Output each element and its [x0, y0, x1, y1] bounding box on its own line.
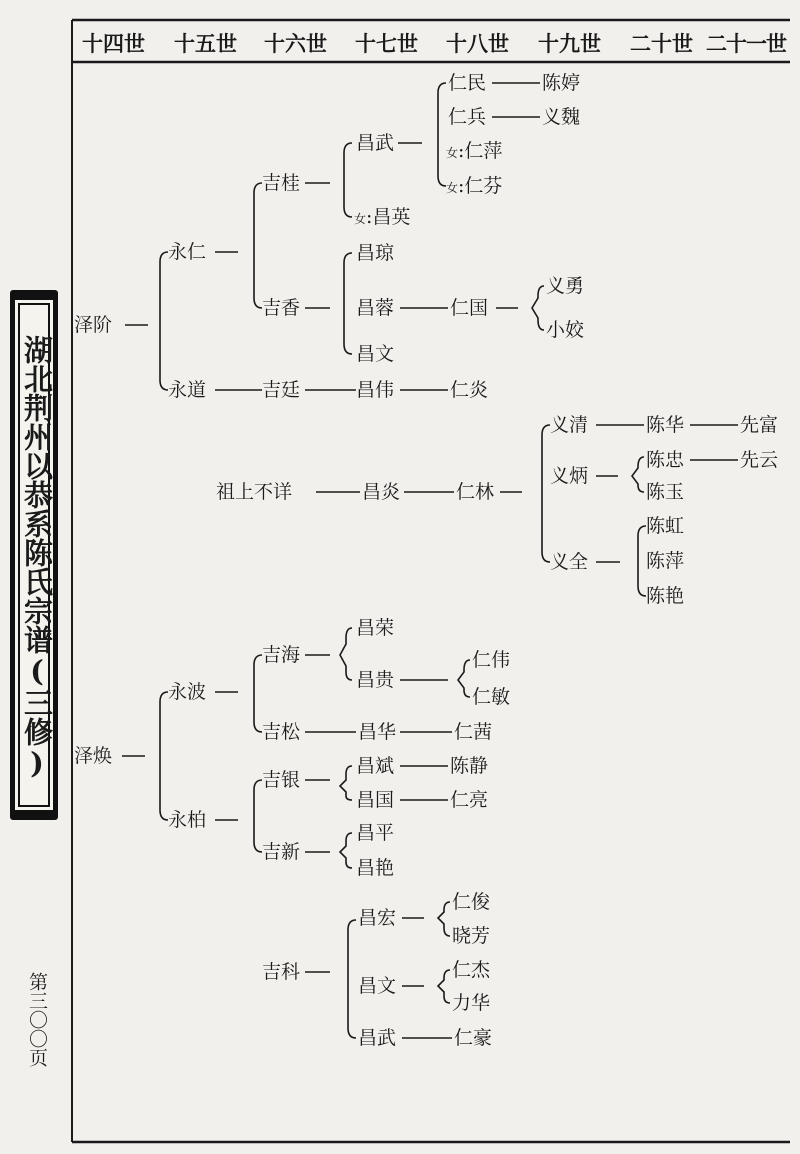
person-lihua: 力华 [452, 992, 491, 1014]
generation-header-20: 二十世 [630, 31, 693, 56]
person-jigui: 吉桂 [262, 172, 301, 194]
page-number: 第三〇〇页 [26, 972, 48, 1067]
person-yongbo: 永波 [168, 681, 207, 703]
person-changwu-1: 昌武 [356, 132, 395, 154]
person-yiquan: 义全 [550, 551, 589, 573]
person-jihai: 吉海 [262, 644, 301, 666]
person-jixiang: 吉香 [262, 297, 301, 319]
person-changhong: 昌宏 [358, 907, 397, 929]
person-zehuan: 泽焕 [74, 745, 113, 767]
person-yibing: 义炳 [550, 465, 589, 487]
person-zushang-buxiang: 祖上不详 [216, 481, 293, 503]
person-changwei: 昌伟 [356, 379, 395, 401]
generation-header-14: 十四世 [82, 31, 145, 56]
person-yongren: 永仁 [168, 241, 207, 263]
female-mark: 女 [446, 146, 459, 160]
person-xiaofang: 晓芳 [452, 925, 491, 947]
connector-lines [72, 20, 790, 1142]
person-changping: 昌平 [356, 822, 395, 844]
person-jiting: 吉廷 [262, 379, 301, 401]
person-yongdao: 永道 [168, 379, 207, 401]
person-changhua: 昌华 [358, 721, 397, 743]
generation-header-18: 十八世 [446, 31, 509, 56]
person-chenhua: 陈华 [646, 414, 685, 436]
person-jixin: 吉新 [262, 841, 301, 863]
person-jiyin: 吉银 [262, 769, 301, 791]
person-chenyan: 陈艳 [646, 585, 685, 607]
person-renfen: 女:仁芬 [446, 175, 503, 197]
person-yiyong: 义勇 [546, 275, 585, 297]
person-chenping: 陈萍 [646, 550, 685, 572]
person-changwu-2: 昌武 [358, 1027, 397, 1049]
person-renqian: 仁茜 [454, 721, 493, 743]
person-changyan-2: 昌艳 [356, 857, 395, 879]
person-chenjing: 陈静 [450, 755, 489, 777]
generation-header-19: 十九世 [538, 31, 601, 56]
person-changyan-1: 昌炎 [362, 481, 401, 503]
person-chenyu: 陈玉 [646, 481, 685, 503]
person-yiqing: 义清 [550, 414, 589, 436]
person-renhao: 仁豪 [454, 1027, 493, 1049]
person-renping: 女:仁萍 [446, 140, 503, 162]
generation-header-21: 二十一世 [706, 31, 786, 56]
person-renjun: 仁俊 [452, 891, 491, 913]
person-yongbai: 永柏 [168, 809, 207, 831]
person-changrong-2: 昌荣 [356, 617, 395, 639]
person-changgui: 昌贵 [356, 669, 395, 691]
person-changying: 女:昌英 [354, 206, 411, 228]
generation-header-17: 十七世 [355, 31, 418, 56]
person-jisong: 吉松 [262, 721, 301, 743]
person-renbing: 仁兵 [448, 106, 487, 128]
spine-title: 湖北荆州以恭系陈氏宗谱(三修) [20, 334, 54, 780]
person-renjie: 仁杰 [452, 959, 491, 981]
female-mark: 女 [446, 181, 459, 195]
female-mark: 女 [354, 212, 367, 226]
person-xiaojiao: 小姣 [546, 319, 585, 341]
person-xianyun: 先云 [740, 449, 779, 471]
person-chenting: 陈婷 [542, 72, 581, 94]
person-renguo: 仁国 [450, 297, 489, 319]
person-renmin: 仁民 [448, 72, 487, 94]
person-renwei: 仁伟 [472, 649, 511, 671]
person-renlin: 仁林 [456, 481, 495, 503]
person-changqiong: 昌琼 [356, 242, 395, 264]
person-renyan: 仁炎 [450, 379, 489, 401]
person-changbin: 昌斌 [356, 755, 395, 777]
person-changwen-1: 昌文 [356, 343, 395, 365]
person-renmin-2: 仁敏 [472, 686, 511, 708]
person-changguo: 昌国 [356, 789, 395, 811]
person-renliang: 仁亮 [450, 789, 489, 811]
generation-header-16: 十六世 [264, 31, 327, 56]
generation-header-15: 十五世 [174, 31, 237, 56]
person-changrong-1: 昌蓉 [356, 297, 395, 319]
person-zejie: 泽阶 [74, 314, 113, 336]
person-yiwei: 义魏 [542, 106, 581, 128]
person-chenzhong: 陈忠 [646, 449, 685, 471]
person-jike: 吉科 [262, 961, 301, 983]
person-changwen-2: 昌文 [358, 975, 397, 997]
person-chenhong: 陈虹 [646, 515, 685, 537]
person-xianfu: 先富 [740, 414, 779, 436]
spine-title-panel [10, 290, 58, 820]
